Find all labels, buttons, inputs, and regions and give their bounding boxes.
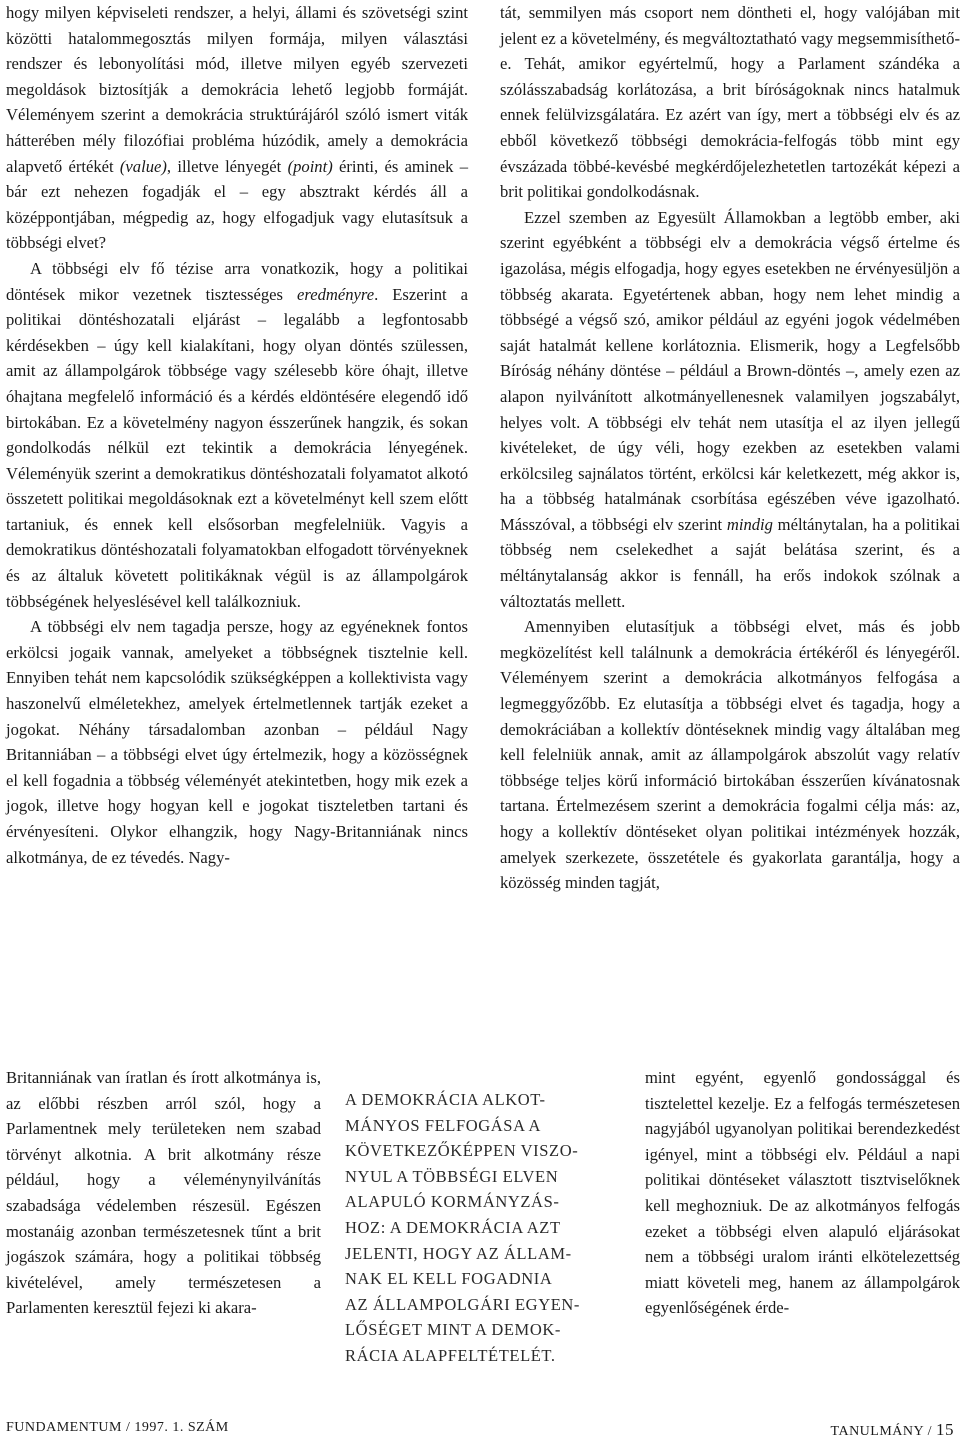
page-number: 15 (936, 1420, 954, 1439)
left-column-top (6, 0, 468, 870)
pull-quote (345, 1087, 621, 1369)
left-column-bottom (6, 1065, 321, 1321)
footer-journal-info: FUNDAMENTUM / 1997. 1. SZÁM (6, 1420, 229, 1435)
pull-quote-line: AZ ÁLLAMPOLGÁRI EGYEN- (345, 1294, 581, 1314)
paragraph: mint egyént, egyenlő gondossággal és tisztelettel kezelje. Ez a felfogás természetesen nagyjából ugyanolyan politikai berendezkedést igényel, mint a többségi elv. Például a napi politikai döntéseket választott tisztviselőknek kell meghozniuk. De az alkotmányos felfogás ezeket a többségi elven alapuló eljárásokat nem a többségi uralom iránti elkötelezettség miatt követeli meg, hanem az állampolgárok egyenlőségének érde- (645, 1068, 960, 1318)
pull-quote-line: ALAPULÓ KORMÁNYZÁS- (345, 1192, 560, 1212)
pull-quote-line: A DEMOKRÁCIA ALKOT- (345, 1090, 546, 1109)
emphasis: mindig (726, 514, 773, 534)
paragraph-text: Ezzel szemben az Egyesült Államokban a legtöbb ember, aki szerint egyébként a többségi elv a demokrácia végső értelme és igazolása, mégis elfogadja, hogy egyes esetekben ne érvényesüljön a többség akarata. Egyetértenek abban, hogy nem lehet mindig a többségé a végső szó, amikor például az egyéni jogok védelmében saját hatalmát kellene korlátoznia. Elismerik, hogy a Legfelsőbb Bíróság néhány döntése – például a Brown-döntés –, amely ezen az alapon nyilvánított alkotmányellenesnek valamilyen jogszabályt, helyes volt. A többségi elv tehát nem utasítja el az ilyen jellegű kivételeket, de úgy véli, hogy ezekben az esetekben valami erkölcsileg sajnálatos történt, erkölcsi kár keletkezett, még akkor is, ha a többség hatalmának csorbítása egészében véve igazolható. Másszóval, a többségi elv szerint (500, 207, 960, 534)
term-value: (value) (119, 156, 167, 176)
right-column-bottom (645, 1065, 960, 1321)
paragraph: A többségi elv nem tagadja persze, hogy az egyéneknek fontos erkölcsi jogaik vannak, amelyeket a többségnek tisztelnie kell. Ennyiben tehát nem kapcsolódik szükségképpen a kollektivista vagy haszonelvű elméletekhez, amelyek értelmetlennek tartják ezeket a jogokat. Néhány társadalomban azonban – például Nagy Britanniában – a többségi elvet úgy értelmezik, hogy a közösségnek el kell fogadnia a többség véleményét atekintetben, hogy mik ezek a jogok, illetve hogy hogyan kell e jogokat tiszteletben tartani és érvényesíteni. Olykor elhangzik, hogy Nagy-Britanniának nincs alkotmánya, de ez tévedés. Nagy- (6, 617, 468, 867)
footer-section-label: TANULMÁNY / (830, 1424, 932, 1439)
paragraph-text: , illetve lényegét (166, 156, 282, 176)
paragraph (6, 256, 468, 614)
paragraph: Amennyiben elutasítjuk a többségi elvet, más és jobb megközelítést kell találnunk a demokrácia értékéről és lényegéről. Véleményem szerint a demokrácia alkotmányos felfogása a legmeggyőzőbb. Ez elutasítja a többségi elvet és tagadja, hogy a demokráciában a kollektív döntéseknek mindig vagy általában meg kell felelniük annak, amit az állampolgárok abszolút vagy relatív többsége teljes körű információ birtokában ésszerűen kívánatosnak tartana. Értelmezésem szerint a demokrácia fogalmi célja más: az, hogy a kollektív döntéseket olyan politikai intézmények hozzák, amelyek szerkezete, összetétele és gyakorlata garantálja, hogy a közösség minden tagját, (500, 617, 960, 893)
paragraph-text: A többségi elv fő tézise arra vonatkozik, hogy a politikai döntések mikor vezetnek tisztességes (6, 258, 468, 304)
paragraph-text: érinti, és aminek – bár ezt nehezen fogadják el – egy absztrakt kérdés áll a középpontjában, mégpedig az, hogy elfogadjuk vagy elutasítsuk a többségi elvet? (6, 156, 468, 253)
pull-quote-line: KÖVETKEZŐKÉPPEN VISZO- (345, 1141, 579, 1161)
paragraph: tát, semmilyen más csoport nem döntheti el, hogy valójában mit jelent ez a követelmény, és megváltoztatható vagy megsemmisíthető-e. Tehát, amikor egyértelmű, hogy a Parlament szándéka a szólásszabadság korlátozása, a brit bíróságoknak nincs hatalmuk ennek felülvizsgálatára. Ez azért van így, mert a többségi elv és az ebből következő többségi demokrácia-felfogás több mint egy évszázada többé-kevésbé megkérdőjelezhetetlen tartozékát képezi a brit politikai gondolkodásnak. (500, 3, 960, 202)
paragraph-text: hogy milyen képviseleti rendszer, a helyi, állami és szövetségi szint közötti hatalommegosztás milyen formája, milyen választási rendszer és lebonyolítási mód, illetve milyen egyéb szervezeti megoldások biztosítják a demokrácia lehető legjobb formáját. Véleményem szerint a demokrácia struktúrájáról szóló ismert viták hátterében mély filozófiai probléma húzódik, amely a demokrácia alapvető értékét (6, 3, 468, 176)
emphasis: eredményre (297, 284, 375, 304)
paragraph: Britanniának van íratlan és írott alkotmánya is, az előbbi részben arról szól, hogy a Parlamentnek mely területeken nem szabad törvényt alkotnia. A brit alkotmány része például, hogy a véleménynyilvánítás szabadsága védelemben részesül. Egészen mostanáig azonban természetesnek tűnt a brit jogászok számára, hogy a politikai többség kivételével, amely természetesen a Parlamenten keresztül fejezi ki akara- (6, 1068, 321, 1318)
pull-quote-line: LŐSÉGET MINT A DEMOK- (345, 1320, 561, 1340)
pull-quote-line: JELENTI, HOGY AZ ÁLLAM- (345, 1243, 572, 1263)
pull-quote-line: HOZ: A DEMOKRÁCIA AZT (345, 1217, 561, 1237)
right-column-top (500, 0, 960, 896)
pull-quote-line: NYUL A TÖBBSÉGI ELVEN (345, 1166, 559, 1186)
pull-quote-line: RÁCIA ALAPFELTÉTELÉT. (345, 1345, 556, 1365)
footer-section-page (831, 1420, 954, 1440)
pull-quote-line: MÁNYOS FELFOGÁSA A (345, 1115, 542, 1135)
paragraph-text: . Eszerint a politikai döntéshozatali eljárást – legalább a legfontosabb kérdésekben – úgy kell kialakítani, hogy olyan döntés szülessen, amit az állampolgárok többsége vagy szélesebb köre óhajt, illetve óhajtana megfelelő információ és a kérdés eldöntésére elegendő idő birtokában. Ez a követelmény nagyon ésszerűnek hangzik, és sokan gondolkodás nélkül ezt tekintik a demokrácia lényegének. Véleményük szerint a demokratikus döntéshozatali folyamatot alkotó összetett politikai megoldásoknak ezt a követelményt kell szem előtt tartaniuk, és ennek kell elsősorban megfelelniük. Vagyis a demokratikus döntéshozatali folyamatokban elfogadott törvényeknek és az általuk követett politikáknak végül is az állampolgárok többségének helyeslésével kell találkozniuk. (6, 284, 468, 611)
paragraph (500, 205, 960, 615)
paragraph (6, 0, 468, 256)
term-point: (point) (287, 156, 333, 176)
paragraph-text: méltánytalan, ha a politikai többség nem cselekedhet a saját belátása szerint, és a méltánytalanság akkor is fennáll, ha erős indokok szólnak a változtatás mellett. (500, 514, 960, 611)
pull-quote-line: NAK EL KELL FOGADNIA (345, 1269, 553, 1289)
